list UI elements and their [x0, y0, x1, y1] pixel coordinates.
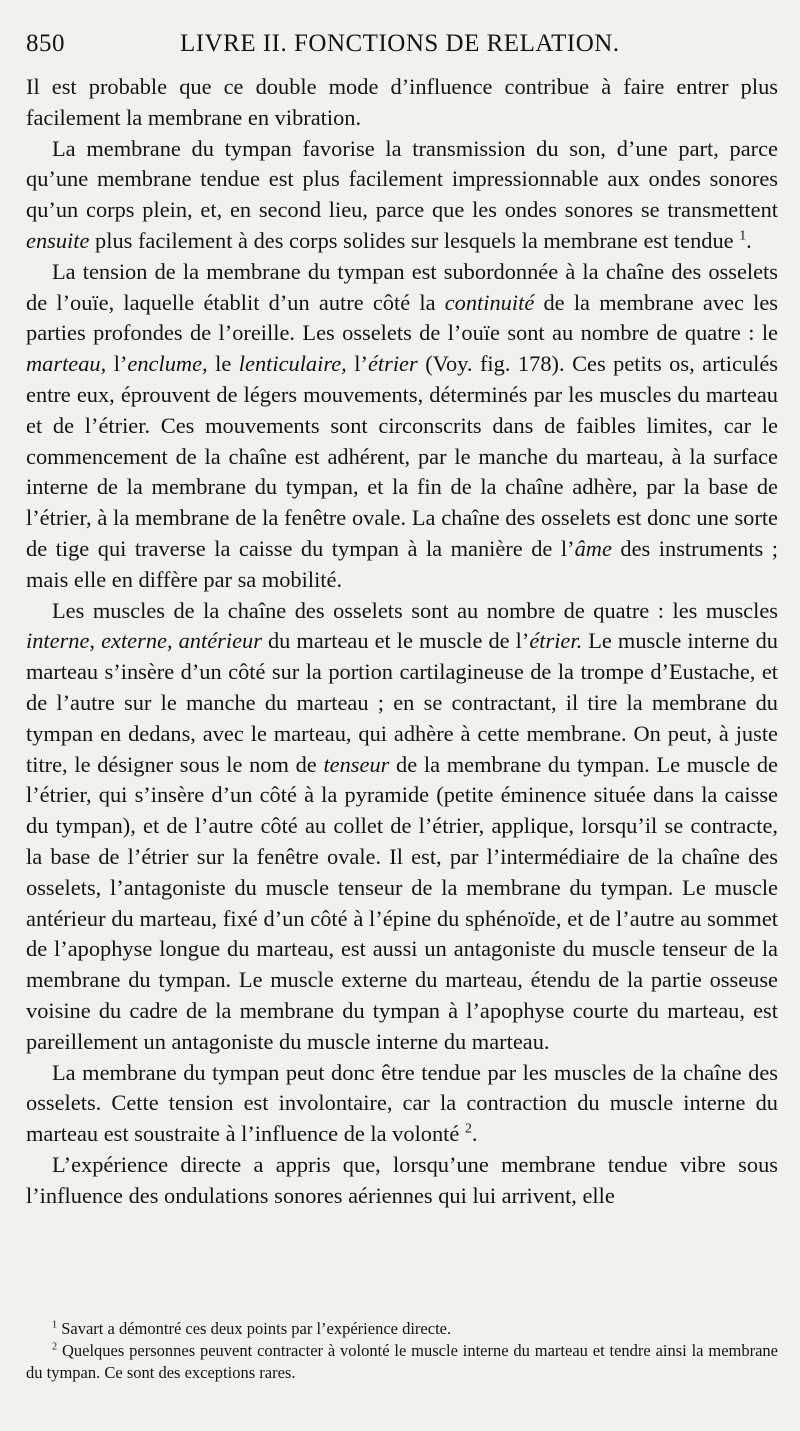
footnotes [26, 1318, 778, 1384]
footnote-2 [26, 1340, 778, 1384]
text-run: La membrane du tympan peut donc être tendue par les muscles de la chaîne des osselets. Cette tension est involontaire, car la contraction du muscle interne du marteau est soustraite à l’influence de la volonté [26, 1059, 778, 1147]
paragraph-4 [26, 596, 778, 1058]
italic-run: étrier. [529, 628, 583, 654]
footnote-number: 2 [52, 1341, 58, 1353]
footnote-ref-1: 1 [739, 228, 747, 244]
text-run: La tension de la membrane du tympan est subordonnée à la chaîne des osselets de l’ouïe, laquelle établit d’un autre côté la [26, 258, 778, 315]
text-run: l’ [106, 351, 128, 377]
footnote-ref-2: 2 [464, 1121, 472, 1137]
italic-run: étrier [367, 351, 418, 377]
paragraph-5 [26, 1058, 778, 1150]
text-run: le [207, 351, 239, 377]
text-run: Les muscles de la chaîne des osselets sont au nombre de quatre : les muscles [52, 597, 778, 623]
italic-run: interne, externe, antérieur [26, 628, 262, 654]
italic-run: continuité [444, 289, 535, 315]
paragraph-3 [26, 257, 778, 596]
paragraph-1-text: Il est probable que ce double mode d’influence contribue à faire entrer plus facilement la membrane en vibration. [26, 74, 778, 130]
text-run: (Voy. fig. 178). Ces petits os, articulés entre eux, éprouvent de légers mouvements, déterminés par les muscles du marteau et de l’étrier. Ces mouvements sont circonscrits dans de faibles limites, car le commencement de la chaîne est adhérent, par le manche du marteau, à la surface interne de la membrane du tympan, et la fin de la chaîne adhère, par la base de l’étrier, à la membrane de la fenêtre ovale. La chaîne des osselets est donc une sorte de tige qui traverse la caisse du tympan à la manière de l’ [26, 351, 779, 561]
text-run: . [471, 1121, 478, 1147]
text-run: l’ [346, 351, 368, 377]
italic-run: enclume, [127, 351, 208, 377]
italic-run: âme [574, 535, 612, 561]
italic-run: lenticulaire, [238, 351, 347, 377]
footnote-1 [26, 1318, 778, 1340]
paragraph-1 [26, 72, 778, 134]
italic-run: marteau, [26, 351, 107, 377]
footnote-number: 1 [52, 1319, 58, 1331]
text-run: des instruments ; mais elle en diffère par sa mobilité. [26, 535, 778, 592]
footnote-text: Savart a démontré ces deux points par l’expérience directe. [61, 1319, 452, 1338]
text-run: Le muscle interne du marteau s’insère d’un côté sur la portion cartilagineuse de la trompe d’Eustache, et de l’autre sur le manche du marteau ; en se contractant, il tire la membrane du tympan en dedans, avec le marteau, qui adhère à cette membrane. On peut, à juste titre, le désigner sous le nom de [26, 628, 778, 777]
footnote-text: Quelques personnes peuvent contracter à volonté le muscle interne du marteau et tendre ainsi la membrane du tympan. Ce sont des exceptions rares. [26, 1341, 778, 1382]
page-header [26, 30, 766, 64]
text-run: La membrane du tympan favorise la transmission du son, d’une part, parce qu’une membrane tendue est plus facilement impressionnable aux ondes sonores qu’un corps plein, et, en second lieu, parce que les ondes sonores se transmettent [26, 135, 778, 223]
paragraph-6-text: L’expérience directe a appris que, lorsqu’une membrane tendue vibre sous l’influence des ondulations sonores aériennes qui lui arrivent, elle [26, 1151, 778, 1208]
text-run: . [746, 227, 752, 253]
paragraph-2 [26, 134, 778, 257]
text-run: plus facilement à des corps solides sur lesquels la membrane est tendue [89, 227, 740, 253]
page-number: 850 [26, 30, 65, 57]
text-run: du marteau et le muscle de l’ [261, 628, 530, 654]
text-run: de la membrane du tympan. Le muscle de l’étrier, qui s’insère d’un côté à la pyramide (petite éminence située dans la caisse du tympan), et de l’autre côté au collet de l’étrier, applique, lorsqu’il se contracte, la base de l’étrier sur la fenêtre ovale. Il est, par l’intermédiaire de la chaîne des osselets, l’antagoniste du muscle tenseur de la membrane du tympan. Le muscle antérieur du marteau, fixé d’un côté à l’épine du sphénoïde, et de l’autre au sommet de l’apophyse longue du marteau, est aussi un antagoniste du muscle tenseur de la membrane du tympan. Le muscle externe du marteau, étendu de la partie osseuse voisine du cadre de la membrane du tympan à l’apophyse courte du marteau, est pareillement un antagoniste du muscle interne du marteau. [26, 751, 778, 1054]
italic-run: ensuite [26, 227, 90, 253]
running-title: LIVRE II. FONCTIONS DE RELATION. [180, 30, 620, 57]
italic-run: tenseur [323, 751, 390, 777]
body-text [26, 72, 778, 1211]
text-run: de la membrane avec les parties profondes de l’oreille. Les osselets de l’ouïe sont au nombre de quatre : le [26, 289, 778, 346]
paragraph-6 [26, 1150, 778, 1212]
